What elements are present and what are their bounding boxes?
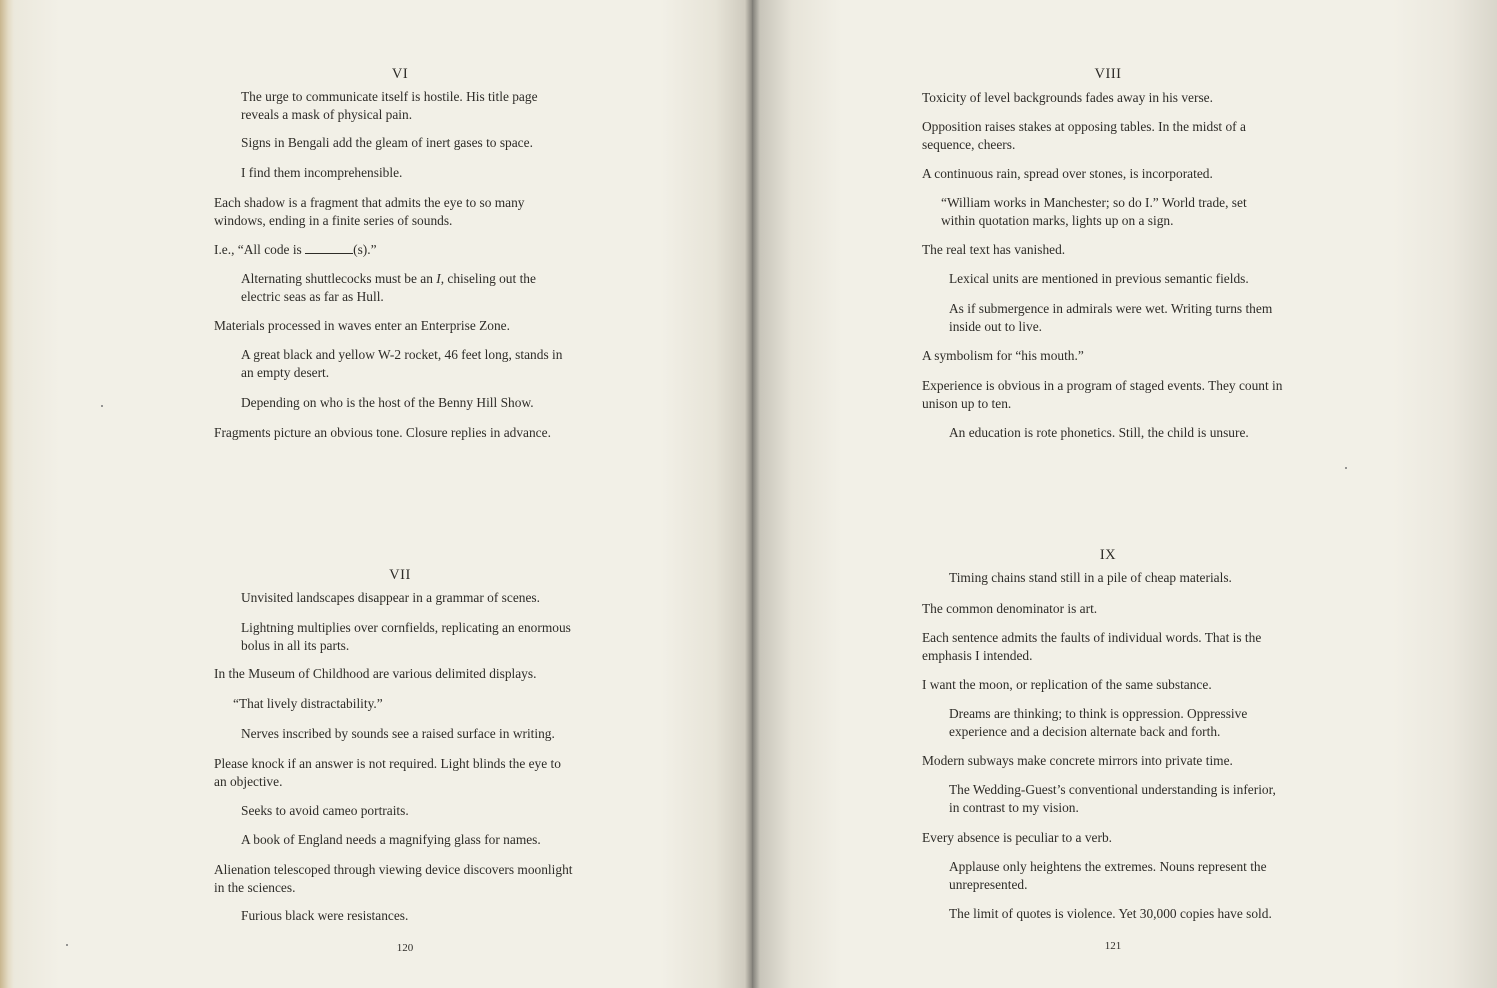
prose-line: Dreams are thinking; to think is oppression. Oppressive bbox=[949, 706, 1248, 721]
prose-line: Each shadow is a fragment that admits the eye to so many bbox=[214, 195, 525, 210]
prose-line: unison up to ten. bbox=[922, 395, 1012, 411]
line-text: (s).” bbox=[353, 242, 377, 257]
prose-line: Fragments picture an obvious tone. Closure replies in advance. bbox=[214, 425, 551, 440]
page-edge bbox=[0, 0, 14, 988]
prose-line: An education is rote phonetics. Still, the child is unsure. bbox=[949, 425, 1249, 440]
prose-line: windows, ending in a finite series of sounds. bbox=[214, 212, 453, 228]
prose-line: The urge to communicate itself is hostile. His title page bbox=[241, 89, 538, 104]
section-heading: VII bbox=[389, 567, 411, 583]
prose-line: The real text has vanished. bbox=[922, 242, 1066, 257]
prose-line: in the sciences. bbox=[214, 879, 296, 895]
prose-line: an objective. bbox=[214, 773, 283, 789]
prose-line: Toxicity of level backgrounds fades away in his verse. bbox=[922, 90, 1213, 105]
section-heading: VIII bbox=[1094, 66, 1122, 82]
prose-line: Opposition raises stakes at opposing tables. In the midst of a bbox=[922, 119, 1246, 134]
prose-line: The common denominator is art. bbox=[922, 601, 1098, 616]
prose-line: Experience is obvious in a program of staged events. They count in bbox=[922, 378, 1283, 393]
prose-line: Nerves inscribed by sounds see a raised surface in writing. bbox=[241, 726, 555, 741]
prose-line: Alternating shuttlecocks must be an I, chiseling out the bbox=[241, 271, 536, 286]
prose-line bbox=[214, 241, 586, 259]
prose-line: emphasis I intended. bbox=[922, 647, 1033, 663]
prose-line: Modern subways make concrete mirrors into private time. bbox=[922, 753, 1233, 768]
prose-line: reveals a mask of physical pain. bbox=[241, 106, 413, 122]
prose-line: sequence, cheers. bbox=[922, 136, 1016, 152]
prose-line: Timing chains stand still in a pile of cheap materials. bbox=[949, 570, 1232, 585]
fill-in-blank bbox=[305, 242, 353, 254]
prose-line: Materials processed in waves enter an Enterprise Zone. bbox=[214, 318, 510, 333]
prose-line: “That lively distractability.” bbox=[233, 696, 383, 711]
prose-line: unrepresented. bbox=[949, 876, 1028, 892]
prose-line: Lexical units are mentioned in previous semantic fields. bbox=[949, 271, 1249, 286]
prose-line: “William works in Manchester; so do I.” World trade, set bbox=[941, 195, 1247, 210]
page-number-right: 121 bbox=[1104, 940, 1122, 952]
section-heading: VI bbox=[391, 66, 409, 82]
speck bbox=[1345, 467, 1347, 469]
prose-line: experience and a decision alternate back and forth. bbox=[949, 723, 1221, 739]
prose-line: an empty desert. bbox=[241, 364, 330, 380]
prose-line: electric seas as far as Hull. bbox=[241, 288, 384, 304]
prose-line: Applause only heightens the extremes. Nouns represent the bbox=[949, 859, 1267, 874]
prose-line: Seeks to avoid cameo portraits. bbox=[241, 803, 409, 818]
right-page bbox=[752, 0, 1497, 988]
prose-line: I find them incomprehensible. bbox=[241, 165, 403, 180]
prose-line: in contrast to my vision. bbox=[949, 799, 1079, 815]
prose-line: The Wedding-Guest’s conventional understanding is inferior, bbox=[949, 782, 1276, 797]
speck bbox=[66, 944, 68, 946]
prose-line: Unvisited landscapes disappear in a grammar of scenes. bbox=[241, 590, 540, 605]
prose-line: I want the moon, or replication of the same substance. bbox=[922, 677, 1212, 692]
prose-line: A book of England needs a magnifying glass for names. bbox=[241, 832, 541, 847]
prose-line: In the Museum of Childhood are various delimited displays. bbox=[214, 666, 537, 681]
prose-line: Please knock if an answer is not required. Light blinds the eye to bbox=[214, 756, 561, 771]
prose-line: bolus in all its parts. bbox=[241, 637, 350, 653]
prose-line: Each sentence admits the faults of individual words. That is the bbox=[922, 630, 1262, 645]
speck bbox=[101, 405, 103, 407]
section-heading: IX bbox=[1099, 547, 1117, 563]
prose-line: inside out to live. bbox=[949, 318, 1042, 334]
line-text: I.e., “All code is bbox=[214, 242, 306, 257]
prose-line: Signs in Bengali add the gleam of inert gases to space. bbox=[241, 135, 533, 150]
prose-line: Alienation telescoped through viewing device discovers moonlight bbox=[214, 862, 573, 877]
prose-line: As if submergence in admirals were wet. Writing turns them bbox=[949, 301, 1273, 316]
page-number-left: 120 bbox=[396, 942, 414, 954]
prose-line: Furious black were resistances. bbox=[241, 908, 409, 923]
prose-line: A symbolism for “his mouth.” bbox=[922, 348, 1084, 363]
prose-line: within quotation marks, lights up on a sign. bbox=[941, 212, 1174, 228]
prose-line: Every absence is peculiar to a verb. bbox=[922, 830, 1112, 845]
prose-line: A great black and yellow W-2 rocket, 46 feet long, stands in bbox=[241, 347, 563, 362]
prose-line: The limit of quotes is violence. Yet 30,000 copies have sold. bbox=[949, 906, 1272, 921]
prose-line: Lightning multiplies over cornfields, replicating an enormous bbox=[241, 620, 571, 635]
prose-line: A continuous rain, spread over stones, is incorporated. bbox=[922, 166, 1213, 181]
prose-line: Depending on who is the host of the Benny Hill Show. bbox=[241, 395, 534, 410]
